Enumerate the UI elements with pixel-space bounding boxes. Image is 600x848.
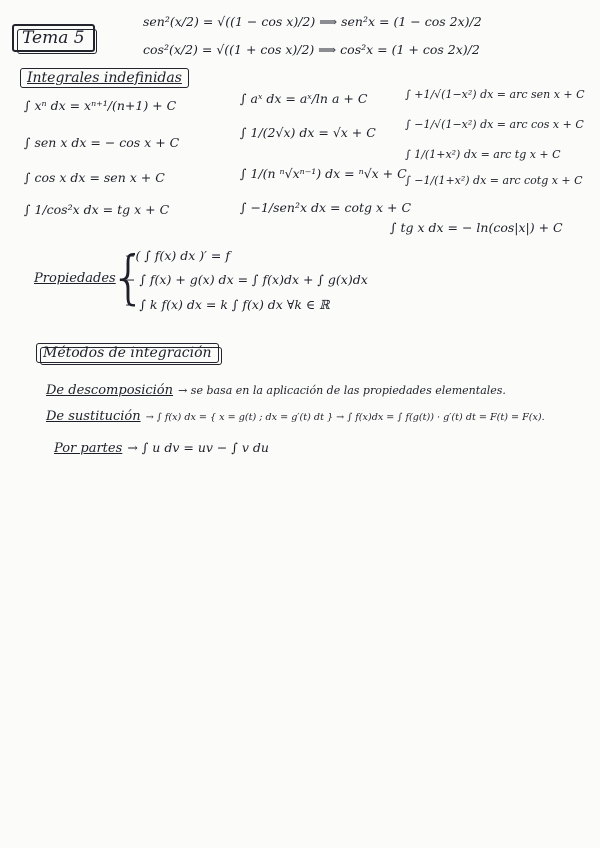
identity-sen: sen²(x/2) = √((1 − cos x)/2) ⟹ sen²x = (1 − cos 2x)/2 xyxy=(143,14,482,29)
metodo-text: → se basa en la aplicación de las propiedades elementales. xyxy=(178,384,506,397)
integral-cos: ∫ cos x dx = sen x + C xyxy=(24,170,165,185)
integrales-heading: Integrales indefinidas xyxy=(20,68,189,88)
identity-cos: cos²(x/2) = √((1 + cos x)/2) ⟹ cos²x = (1 + cos 2x)/2 xyxy=(143,42,480,57)
integral-arcsen: ∫ +1/√(1−x²) dx = arc sen x + C xyxy=(405,88,585,101)
metodo-label: Por partes xyxy=(54,441,123,456)
propiedad-item: − ∫ k f(x) dx = k ∫ f(x) dx ∀k ∈ ℝ xyxy=(125,297,330,312)
integral-arctg: ∫ 1/(1+x²) dx = arc tg x + C xyxy=(405,148,561,161)
propiedad-item: − ∫ f(x) + g(x) dx = ∫ f(x)dx + ∫ g(x)dx xyxy=(125,272,368,287)
integral-sec2: ∫ 1/cos²x dx = tg x + C xyxy=(24,202,170,217)
metodos-title: Métodos de integración xyxy=(36,343,219,363)
integral-exp: ∫ aˣ dx = aˣ/ln a + C xyxy=(240,91,368,106)
integral-sen: ∫ sen x dx = − cos x + C xyxy=(24,135,180,150)
metodo-row xyxy=(46,405,586,424)
metodo-text: → ∫ f(x) dx = { x = g(t) ; dx = g′(t) dt } → ∫ f(x)dx = ∫ f(g(t)) · g′(t) dt = F(t) = F(x). xyxy=(145,412,545,423)
integral-csc2: ∫ −1/sen²x dx = cotg x + C xyxy=(240,200,412,215)
integral-tg: ∫ tg x dx = − ln(cos|x|) + C xyxy=(390,220,563,235)
propiedad-item: −( ∫ f(x) dx )′ = f xyxy=(125,248,230,263)
metodo-label: De sustitución xyxy=(46,409,141,424)
brace-icon: { xyxy=(110,243,147,311)
metodo-text: → ∫ u dv = uv − ∫ v du xyxy=(127,440,269,455)
integral-arccos: ∫ −1/√(1−x²) dx = arc cos x + C xyxy=(405,118,584,131)
integral-sqrt: ∫ 1/(2√x) dx = √x + C xyxy=(240,125,376,140)
metodo-row xyxy=(46,379,586,398)
propiedades-label: Propiedades xyxy=(34,271,116,286)
page-title: Tema 5 xyxy=(12,24,95,52)
integral-power: ∫ xⁿ dx = xⁿ⁺¹/(n+1) + C xyxy=(24,98,177,113)
integral-nroot: ∫ 1/(n ⁿ√xⁿ⁻¹) dx = ⁿ√x + C xyxy=(240,166,407,181)
metodo-row xyxy=(54,437,269,456)
metodo-label: De descomposición xyxy=(46,383,173,398)
integral-arccotg: ∫ −1/(1+x²) dx = arc cotg x + C xyxy=(405,174,583,187)
